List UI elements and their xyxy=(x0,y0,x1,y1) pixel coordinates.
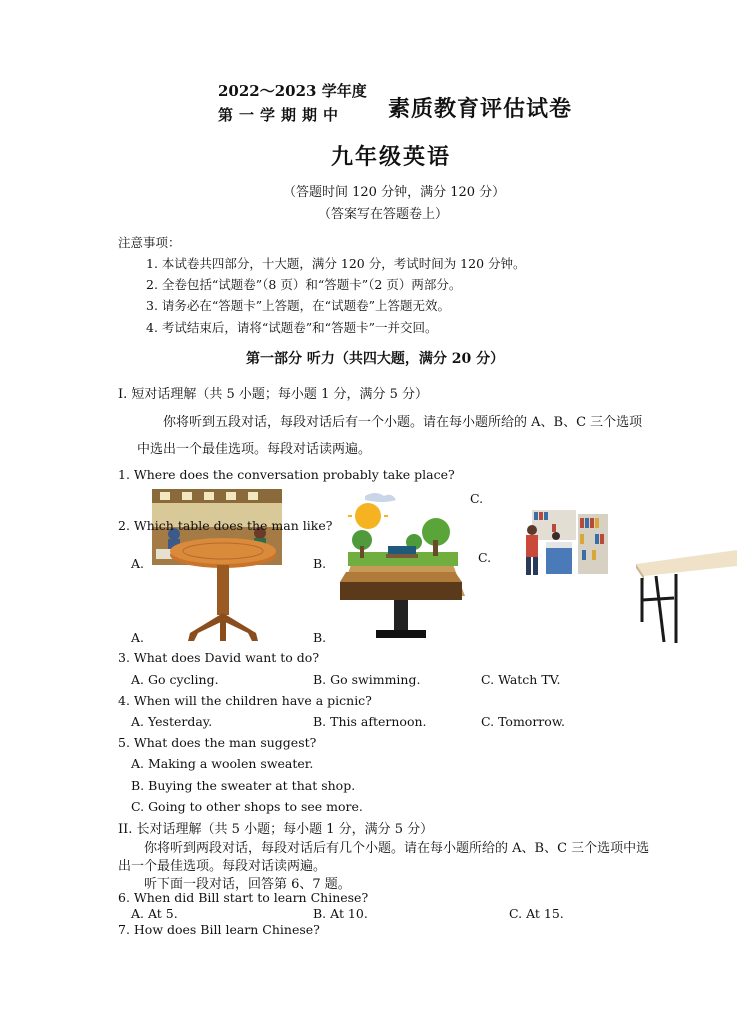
section1-title: I. 短对话理解（共 5 小题；每小题 1 分，满分 5 分） xyxy=(118,387,429,402)
q4-option-a: A. Yesterday. xyxy=(131,714,213,729)
question-3: 3. What does David want to do? xyxy=(118,650,320,665)
q2-option-a-label: A. xyxy=(131,630,145,645)
folding-table-image xyxy=(636,550,737,645)
question-1: 1. Where does the conversation probably take place? xyxy=(118,467,455,482)
note-item: 4. 考试结束后，请将“试题卷”和“答题卡”一并交回。 xyxy=(146,320,438,335)
q2-option-b-label: B. xyxy=(313,630,327,645)
school-year: 2022～2023 学年度 xyxy=(218,82,367,100)
q6-option-b: B. At 10. xyxy=(313,906,368,921)
q2-option-a-label: A. xyxy=(131,556,145,571)
note-item: 3. 请务必在“答题卡”上答题，在“试题卷”上答题无效。 xyxy=(146,298,450,313)
section1-instruction: 中选出一个最佳选项。每段对话读两遍。 xyxy=(137,442,372,457)
note-item: 1. 本试卷共四部分，十大题，满分 120 分，考试时间为 120 分钟。 xyxy=(146,256,526,271)
q3-option-b: B. Go swimming. xyxy=(313,672,421,687)
q4-option-c: C. Tomorrow. xyxy=(481,714,566,729)
section1-instruction: 你将听到五段对话，每段对话后有一个小题。请在每小题所给的 A、B、C 三个选项 xyxy=(163,415,643,430)
grade-subject: 九年级英语 xyxy=(331,144,452,170)
q4-option-b: B. This afternoon. xyxy=(313,714,427,729)
q3-option-c: C. Watch TV. xyxy=(481,672,561,687)
question-6: 6. When did Bill start to learn Chinese? xyxy=(118,890,369,905)
term-label: 第一学期期中 xyxy=(218,106,345,124)
section2-title: II. 长对话理解（共 5 小题；每小题 1 分，满分 5 分） xyxy=(118,822,434,837)
q6-option-c: C. At 15. xyxy=(509,906,564,921)
q3-option-a: A. Go cycling. xyxy=(131,672,219,687)
note-item: 2. 全卷包括“试题卷”（8 页）和“答题卡”（2 页）两部分。 xyxy=(146,277,462,292)
q5-option-a: A. Making a woolen sweater. xyxy=(131,756,314,771)
section2-instruction: 你将听到两段对话，每段对话后有几个小题。请在每小题所给的 A、B、C 三个选项中选 xyxy=(144,841,650,856)
question-4: 4. When will the children have a picnic? xyxy=(118,693,372,708)
q1-option-c-label: C. xyxy=(470,491,484,506)
library-image xyxy=(522,500,610,578)
question-2: 2. Which table does the man like? xyxy=(118,518,333,533)
answer-note: （答案写在答题卷上） xyxy=(318,207,449,222)
q5-option-c: C. Going to other shops to see more. xyxy=(131,799,363,814)
q2-option-b-label: B. xyxy=(313,556,327,571)
round-table-image xyxy=(168,533,278,643)
section2-instruction: 出一个最佳选项。每段对话读两遍。 xyxy=(118,859,327,874)
part1-title: 第一部分 听力（共四大题，满分 20 分） xyxy=(246,351,505,367)
q2-option-c-label: C. xyxy=(478,550,492,565)
question-5: 5. What does the man suggest? xyxy=(118,735,317,750)
q5-option-b: B. Buying the sweater at that shop. xyxy=(131,778,356,793)
exam-title: 素质教育评估试卷 xyxy=(388,96,573,122)
question-7: 7. How does Bill learn Chinese? xyxy=(118,922,320,937)
section2-instruction: 听下面一段对话，回答第 6、7 题。 xyxy=(144,877,351,892)
notes-heading: 注意事项： xyxy=(118,235,181,250)
time-note: （答题时间 120 分钟，满分 120 分） xyxy=(283,185,506,200)
q6-option-a: A. At 5. xyxy=(131,906,178,921)
square-table-image xyxy=(340,568,465,640)
